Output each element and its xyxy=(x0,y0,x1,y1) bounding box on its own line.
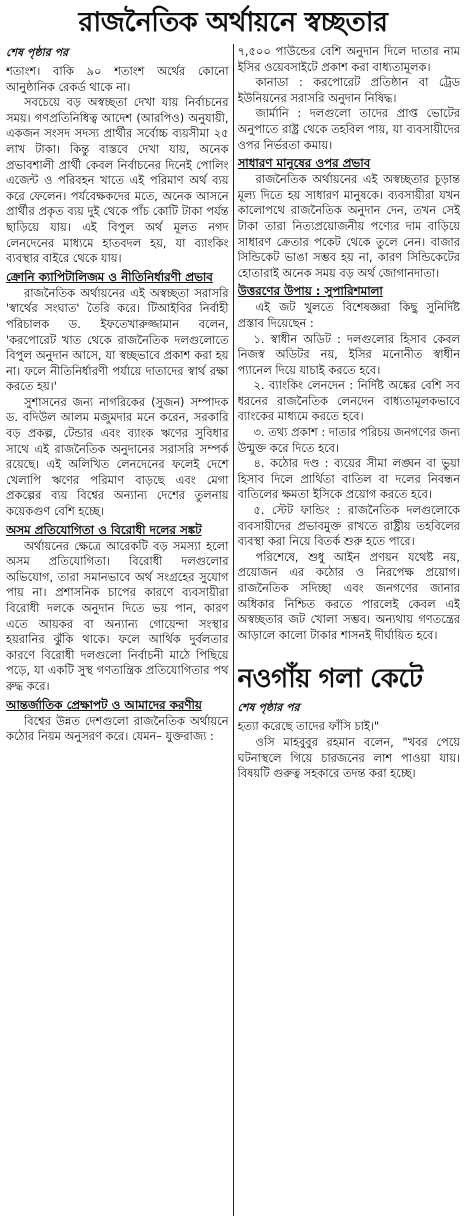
paragraph: শতাংশ। বাকি ৯০ শতাংশ অর্থের কোনো আনুষ্ঠানিক রেকর্ড থাকে না। xyxy=(6,64,229,94)
subheading: উত্তরণের উপায় : সুপারিশমালা xyxy=(237,284,383,299)
paragraph: অর্থায়নের ক্ষেত্রে আরেকটি বড় সমস্যা হলো অসম প্রতিযোগিতা। বিরোধী দলগুলোর অভিযোগ, তারা সমানভাবে অর্থ সংগ্রহের সুযোগ পায় না। প্রশাসনিক চাপের কারণে ব্যবসায়ীরা বিরোধী দলকে অনুদান দিতে ভয় পান, কারণ এতে আয়কর বা অন্যান্য গোয়েন্দা সংস্থার হয়রানির ঝুঁকি থাকে। ফলে আর্থিক দুর্বলতার কারণে বিরোধী দলগুলো নির্বাচনী মাঠে পিছিয়ে পড়ে, যা একটি সুস্থ গণতান্ত্রিক প্রতিযোগিতার পথ রুদ্ধ করে। xyxy=(6,538,229,693)
subheading: আন্তর্জাতিক প্রেক্ষাপট ও আমাদের করণীয় xyxy=(6,697,202,712)
paragraph: ৭,৫০০ পাউন্ডের বেশি অনুদান দিলে দাতার নাম ইসির ওয়েবসাইটে প্রকাশ করা বাধ্যতামূলক। xyxy=(237,44,460,74)
article-headline: রাজনৈতিক অর্থায়নে স্বচ্ছতার xyxy=(78,7,388,38)
paragraph: এই জট খুলতে বিশেষজ্ঞরা কিছু সুনির্দিষ্ট প্রস্তাব দিয়েছেন : xyxy=(237,300,460,330)
second-article-headline: নওগাঁয় গলা কেটে xyxy=(237,664,423,695)
column-right xyxy=(238,44,461,1216)
paragraph: রাজনৈতিক অর্থায়নের এই অস্বচ্ছতা সরাসরি 'স্বার্থের সংঘাত' তৈরি করে। টিআইবির নির্বাহী পরিচালক ড. ইফতেখারুজ্জামান বলেন, 'করপোরেট খাত থেকে রাজনৈতিক দলগুলোতে বিপুল অনুদান আসে, যা স্বচ্ছভাবে প্রকাশ করা হয় না। ফলে নীতিনির্ধারণী পর্যায়ে দাতাদের স্বার্থ রক্ষা করতে হয়।' xyxy=(6,285,229,394)
subheading: ক্রোনি ক্যাপিটালিজম ও নীতিনির্ধারণী প্রভাব xyxy=(6,269,213,284)
paragraph: রাজনৈতিক অর্থায়নের এই অস্বচ্ছতার চূড়ান্ত মূল্য দিতে হয় সাধারণ মানুষকে। ব্যবসায়ীরা যখন কালোপথে রাজনৈতিক অনুদান দেন, তখন সেই টাকা তারা নিত্যপ্রয়োজনীয় পণ্যের দাম বাড়িয়ে সাধারণ ক্রেতার পকেট থেকে তুলে নেন। বাজার সিন্ডিকেট ভাঙা সম্ভব হয় না, কারণ সিন্ডিকেটের হোতারাই অনেক সময় বড় অর্থ জোগানদাতা। xyxy=(237,172,460,280)
paragraph: সবচেয়ে বড় অস্বচ্ছতা দেখা যায় নির্বাচনের সময়। গণপ্রতিনিধিত্ব আদেশ (আরপিও) অনুযায়ী, একজন সংসদ সদস্য প্রার্থীর সর্বোচ্চ ব্যয়সীমা ২৫ লাখ টাকা। কিন্তু বাস্তবে দেখা যায়, অনেক প্রভাবশালী প্রার্থী কেবল নির্বাচনের দিনেই পোলিং এজেন্ট ও পরিবহন খাতে এই পরিমাণ অর্থ ব্যয় করে ফেলেন। পর্যবেক্ষকদের মতে, অনেক আসনে প্রার্থীর প্রকৃত ব্যয় দুই থেকে পাঁচ কোটি টাকা পর্যন্ত ছাড়িয়ে যায়। এই বিপুল অর্থ মূলত নগদ লেনদেনের মাধ্যমে হাতবদল হয়, যা ব্যাংকিং ব্যবস্থার বাইরে থেকে যায়। xyxy=(6,95,229,266)
subheading: অসম প্রতিযোগিতা ও বিরোধী দলের সঙ্কট xyxy=(6,522,202,537)
list-item: ৫. স্টেট ফান্ডিং : রাজনৈতিক দলগুলোকে ব্যবসায়ীদের প্রভাবমুক্ত রাখতে রাষ্ট্রীয় তহবিলের ব্যবস্থা করা নিয়ে বিতর্ক শুরু হতে পারে। xyxy=(237,503,460,549)
paragraph: সুশাসনের জন্য নাগরিকের (সুজন) সম্পাদক ড. বদিউল আলম মজুমদার মনে করেন, সরকারি বড় প্রকল্প, টেন্ডার এবং ব্যাংক ঋণের সুবিধার সাথে এই রাজনৈতিক অনুদানের সরাসরি সম্পর্ক রয়েছে। এই অলিখিত লেনদেনের ফলেই দেশে খেলাপি ঋণের পরিমাণ বাড়ছে এবং মেগা প্রকল্পের ব্যয় বিশ্বের অন্যান্য দেশের তুলনায় কয়েকগুণ বেশি হচ্ছে। xyxy=(6,394,229,519)
list-item: ১. স্বাধীন অডিট : দলগুলোর হিসাব কেবল নিজস্ব অডিটর নয়, ইসির মনোনীত স্বাধীন প্যানেল দিয়ে যাচাই করতে হবে। xyxy=(237,331,460,377)
paragraph: হত্যা করেছে তাদের ফাঁসি চাই।" xyxy=(237,719,380,734)
list-item: ২. ব্যাংকিং লেনদেন : নির্দিষ্ট অঙ্কের বেশি সব ধরনের রাজনৈতিক লেনদেন বাধ্যতামূলকভাবে ব্যাংকের মাধ্যমে করতে হবে। xyxy=(237,378,460,424)
recommendations-list xyxy=(238,332,461,550)
column-left xyxy=(6,44,229,1216)
list-item: ৩. তথ্য প্রকাশ : দাতার পরিচয় জনগণের জন্য উন্মুক্ত করে দিতে হবে। xyxy=(237,425,460,455)
paragraph: ওসি মাহবুবুর রহমান বলেন, "খবর পেয়ে ঘটনাস্থলে গিয়ে চারজনের লাশ পাওয়া যায়। বিষয়টি গুরুত্ব সহকারে তদন্ত করা হচ্ছে। xyxy=(237,734,460,781)
list-item: ৪. কঠোর দণ্ড : ব্যয়ের সীমা লঙ্ঘন বা ভুয়া হিসাব দিলে প্রার্থিতা বাতিল বা দলের নিবন্ধন বাতিলের ক্ষমতা ইসিকে প্রয়োগ করতে হবে। xyxy=(237,456,460,502)
paragraph: জার্মানি : দলগুলো তাদের প্রাপ্ত ভোটের অনুপাতে রাষ্ট্র থেকে তহবিল পায়, যা ব্যবসায়ীদের ওপর নির্ভরতা কমায়। xyxy=(237,106,460,152)
continued-label: শেষ পৃষ্ঠার পর xyxy=(6,46,69,59)
column-divider xyxy=(233,44,234,1216)
article-columns xyxy=(6,44,460,1216)
paragraph: কানাডা : করপোরেট প্রতিষ্ঠান বা ট্রেড ইউনিয়নের সরাসরি অনুদান নিষিদ্ধ। xyxy=(237,75,460,105)
continued-label: শেষ পৃষ্ঠার পর xyxy=(237,701,300,715)
paragraph: পরিশেষে, শুধু আইন প্রণয়ন যথেষ্ট নয়, প্রয়োজন এর কঠোর ও নিরপেক্ষ প্রয়োগ। রাজনৈতিক সদিচ্ছা এবং জনগণের জানার অধিকার নিশ্চিত করতে পারলেই কেবল এই অস্বচ্ছতার জট খোলা সম্ভব। অন্যথায় গণতন্ত্রের আড়ালে কালো টাকার শাসনই দীর্ঘায়িত হবে। xyxy=(237,549,460,642)
subheading: সাধারণ মানুষের ওপর প্রভাব xyxy=(237,156,371,171)
paragraph: বিশ্বের উন্নত দেশগুলো রাজনৈতিক অর্থায়নে কঠোর নিয়ম অনুসরণ করে। যেমন– যুক্তরাজ্য : xyxy=(6,713,229,744)
